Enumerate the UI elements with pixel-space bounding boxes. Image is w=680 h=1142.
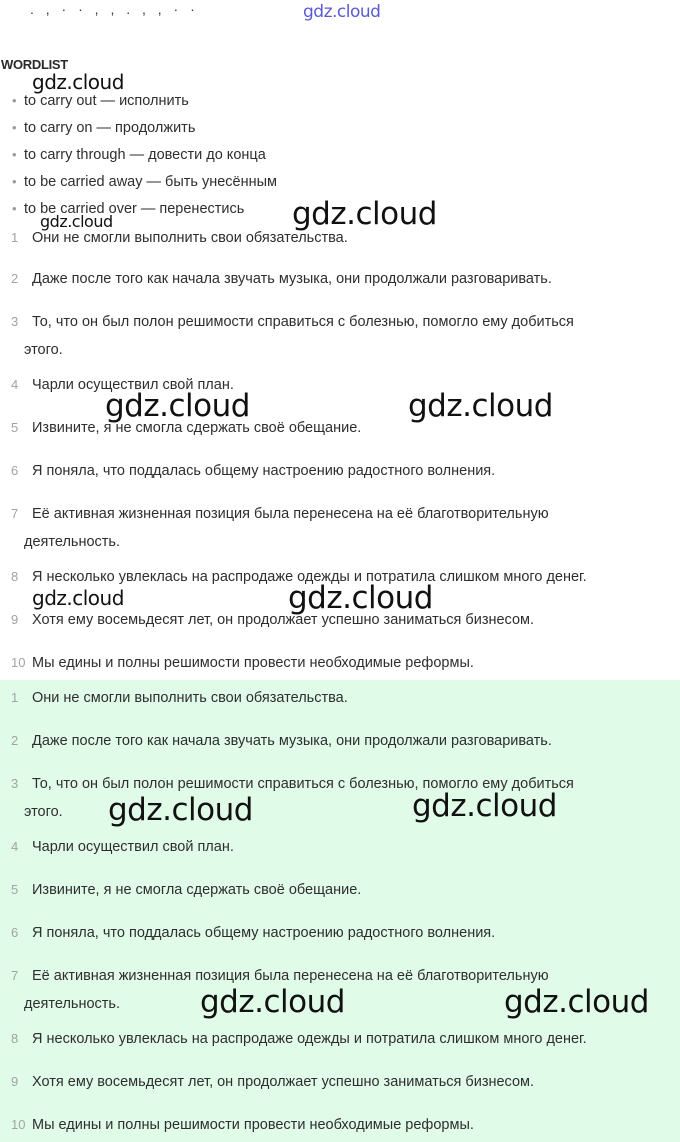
watermark: gdz.cloud — [108, 792, 253, 828]
answer-number: 3 — [11, 776, 19, 791]
cutoff-text-line: . , · · , , . , , · · — [30, 1, 199, 17]
answer-text: Её активная жизненная позиция была перенесена на её благотворительную — [32, 506, 549, 522]
wordlist-item: • to carry through — довести до конца — [12, 147, 266, 163]
bullet-icon: • — [12, 174, 17, 189]
answer-number: 6 — [11, 463, 19, 478]
wordlist-item: • to carry on — продолжить — [12, 120, 196, 136]
site-logo[interactable]: gdz.cloud — [303, 2, 381, 22]
answer-text: Хотя ему восемьдесят лет, он продолжает успешно заниматься бизнесом. — [32, 612, 535, 628]
wordlist-title: WORDLIST — [1, 57, 68, 72]
answer-text: Я несколько увлеклась на распродаже одежды и потратила слишком много денег. — [32, 569, 587, 585]
answer-text: Они не смогли выполнить свои обязательства. — [32, 690, 348, 706]
bullet-icon: • — [12, 93, 17, 108]
bullet-icon: • — [12, 120, 17, 135]
watermark: gdz.cloud — [32, 586, 124, 610]
answer-text: Её активная жизненная позиция была перенесена на её благотворительную — [32, 968, 549, 984]
watermark: gdz.cloud — [40, 212, 113, 231]
answer-number: 10 — [11, 655, 26, 670]
answers-block-highlighted — [0, 680, 680, 1142]
answer-number: 8 — [11, 1031, 19, 1046]
wordlist-item: • to be carried over — перенестись — [12, 201, 245, 217]
bullet-icon: • — [12, 147, 17, 162]
answer-number: 9 — [11, 612, 19, 627]
answer-text-continued: этого. — [24, 342, 63, 358]
watermark: gdz.cloud — [105, 388, 250, 424]
answer-text: Я несколько увлеклась на распродаже одежды и потратила слишком много денег. — [32, 1031, 587, 1047]
watermark: gdz.cloud — [200, 984, 345, 1020]
answer-text: Хотя ему восемьдесят лет, он продолжает успешно заниматься бизнесом. — [32, 1074, 535, 1090]
answer-text: Даже после того как начала звучать музыка, они продолжали разговаривать. — [32, 271, 552, 287]
answer-text: Мы едины и полны решимости провести необходимые реформы. — [32, 655, 474, 671]
answer-number: 9 — [11, 1074, 19, 1089]
answer-number: 1 — [11, 690, 19, 705]
answer-text: Извините, я не смогла сдержать своё обещание. — [32, 882, 362, 898]
answer-text: Я поняла, что поддалась общему настроению радостного волнения. — [32, 925, 496, 941]
answer-text-continued: деятельность. — [24, 534, 120, 550]
answer-text: То, что он был полон решимости справиться с болезнью, помогло ему добиться — [32, 776, 574, 792]
watermark: gdz.cloud — [412, 788, 557, 824]
answer-text: Мы едины и полны решимости провести необходимые реформы. — [32, 1117, 474, 1133]
wordlist-item: • to be carried away — быть унесённым — [12, 174, 278, 190]
watermark: gdz.cloud — [408, 388, 553, 424]
answer-text: Чарли осуществил свой план. — [32, 377, 234, 393]
answer-number: 4 — [11, 377, 19, 392]
answer-number: 4 — [11, 839, 19, 854]
watermark: gdz.cloud — [292, 196, 437, 232]
bullet-icon: • — [12, 201, 17, 216]
answer-number: 5 — [11, 420, 19, 435]
answer-number: 7 — [11, 506, 19, 521]
answer-number: 5 — [11, 882, 19, 897]
answer-text: Они не смогли выполнить свои обязательства. — [32, 230, 348, 246]
answer-number: 6 — [11, 925, 19, 940]
answer-text: Чарли осуществил свой план. — [32, 839, 234, 855]
answer-number: 7 — [11, 968, 19, 983]
watermark: gdz.cloud — [288, 580, 433, 616]
answer-number: 10 — [11, 1117, 26, 1132]
answer-number: 2 — [11, 733, 19, 748]
answer-text: Я поняла, что поддалась общему настроению радостного волнения. — [32, 463, 496, 479]
wordlist-item: • to carry out — исполнить — [12, 93, 189, 109]
answer-number: 1 — [11, 230, 19, 245]
answer-text-continued: этого. — [24, 804, 63, 820]
answer-text: Даже после того как начала звучать музыка, они продолжали разговаривать. — [32, 733, 552, 749]
answer-number: 2 — [11, 271, 19, 286]
watermark: gdz.cloud — [32, 70, 124, 94]
answer-text: Извините, я не смогла сдержать своё обещание. — [32, 420, 362, 436]
answer-number: 3 — [11, 314, 19, 329]
answer-number: 8 — [11, 569, 19, 584]
answer-text: То, что он был полон решимости справиться с болезнью, помогло ему добиться — [32, 314, 574, 330]
watermark: gdz.cloud — [504, 984, 649, 1020]
answer-text-continued: деятельность. — [24, 996, 120, 1012]
